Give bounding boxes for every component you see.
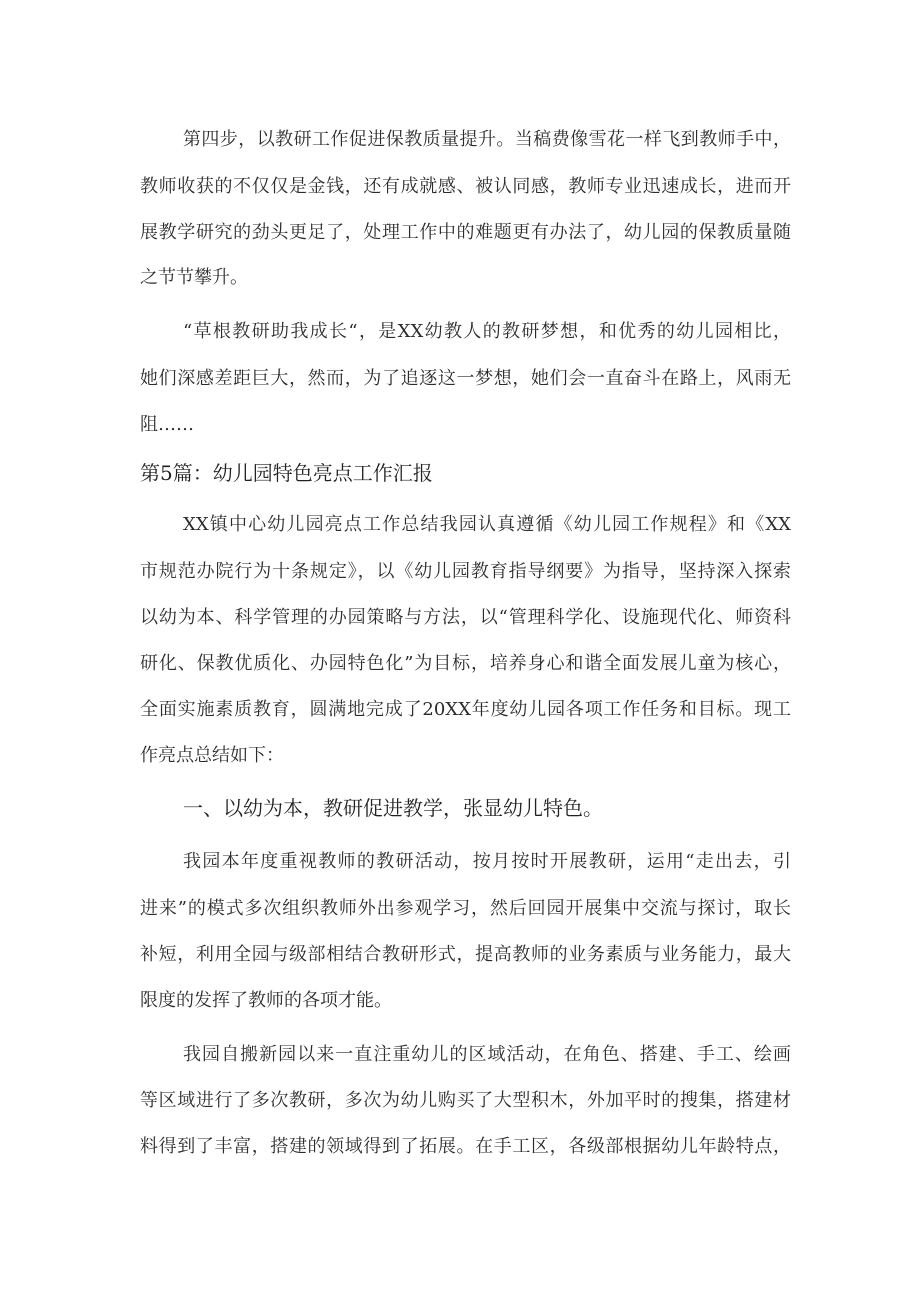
section-heading: 第5篇：幼儿园特色亮点工作汇报 <box>140 461 433 485</box>
paragraph-line: 之节节攀升。 <box>140 267 248 288</box>
paragraph-line: 我园自搬新园以来一直注重幼儿的区域活动，在角色、搭建、手工、绘画 <box>183 1044 791 1065</box>
paragraph-line: 全面实施素质教育，圆满地完成了20XX年度幼儿园各项工作任务和目标。现工 <box>140 699 791 720</box>
paragraph-line: 等区域进行了多次教研，多次为幼儿购买了大型积木，外加平时的搜集，搭建材 <box>140 1090 791 1111</box>
paragraph-line: 进来”的模式多次组织教师外出参观学习，然后回园开展集中交流与探讨，取长 <box>140 898 791 919</box>
paragraph-line: 教师收获的不仅仅是金钱，还有成就感、被认同感，教师专业迅速成长，进而开 <box>140 176 791 197</box>
paragraph-line: 限度的发挥了教师的各项才能。 <box>140 990 392 1011</box>
subsection-heading: 一、以幼为本，教研促进教学，张显幼儿特色。 <box>183 796 603 820</box>
paragraph-line: 研化、保教优质化、办园特色化”为目标，培养身心和谐全面发展儿童为核心， <box>140 653 791 674</box>
paragraph-line: 展教学研究的劲头更足了，处理工作中的难题更有办法了，幼儿园的保教质量随 <box>140 222 791 243</box>
paragraph-line: 市规范办院行为十条规定》，以《幼儿园教育指导纲要》为指导，坚持深入探索 <box>140 561 791 582</box>
paragraph-line: “草根教研助我成长“，是XX幼教人的教研梦想，和优秀的幼儿园相比， <box>183 321 791 342</box>
paragraph-line: 料得到了丰富，搭建的领域得到了拓展。在手工区，各级部根据幼儿年龄特点， <box>140 1136 791 1157</box>
paragraph-line: XX镇中心幼儿园亮点工作总结我园认真遵循《幼儿园工作规程》和《XX <box>183 514 791 535</box>
paragraph-line: 作亮点总结如下： <box>140 745 284 766</box>
paragraph-line: 以幼为本、科学管理的办园策略与方法，以“管理科学化、设施现代化、师资科 <box>140 607 791 628</box>
paragraph-line: 阻…… <box>140 414 194 435</box>
paragraph-line: 她们深感差距巨大，然而，为了追逐这一梦想，她们会一直奋斗在路上，风雨无 <box>140 368 791 389</box>
paragraph-line: 我园本年度重视教师的教研活动，按月按时开展教研，运用“走出去，引 <box>183 851 791 872</box>
paragraph-line: 补短，利用全园与级部相结合教研形式，提高教师的业务素质与业务能力，最大 <box>140 944 791 965</box>
paragraph-line: 第四步，以教研工作促进保教质量提升。当稿费像雪花一样飞到教师手中， <box>183 129 791 150</box>
